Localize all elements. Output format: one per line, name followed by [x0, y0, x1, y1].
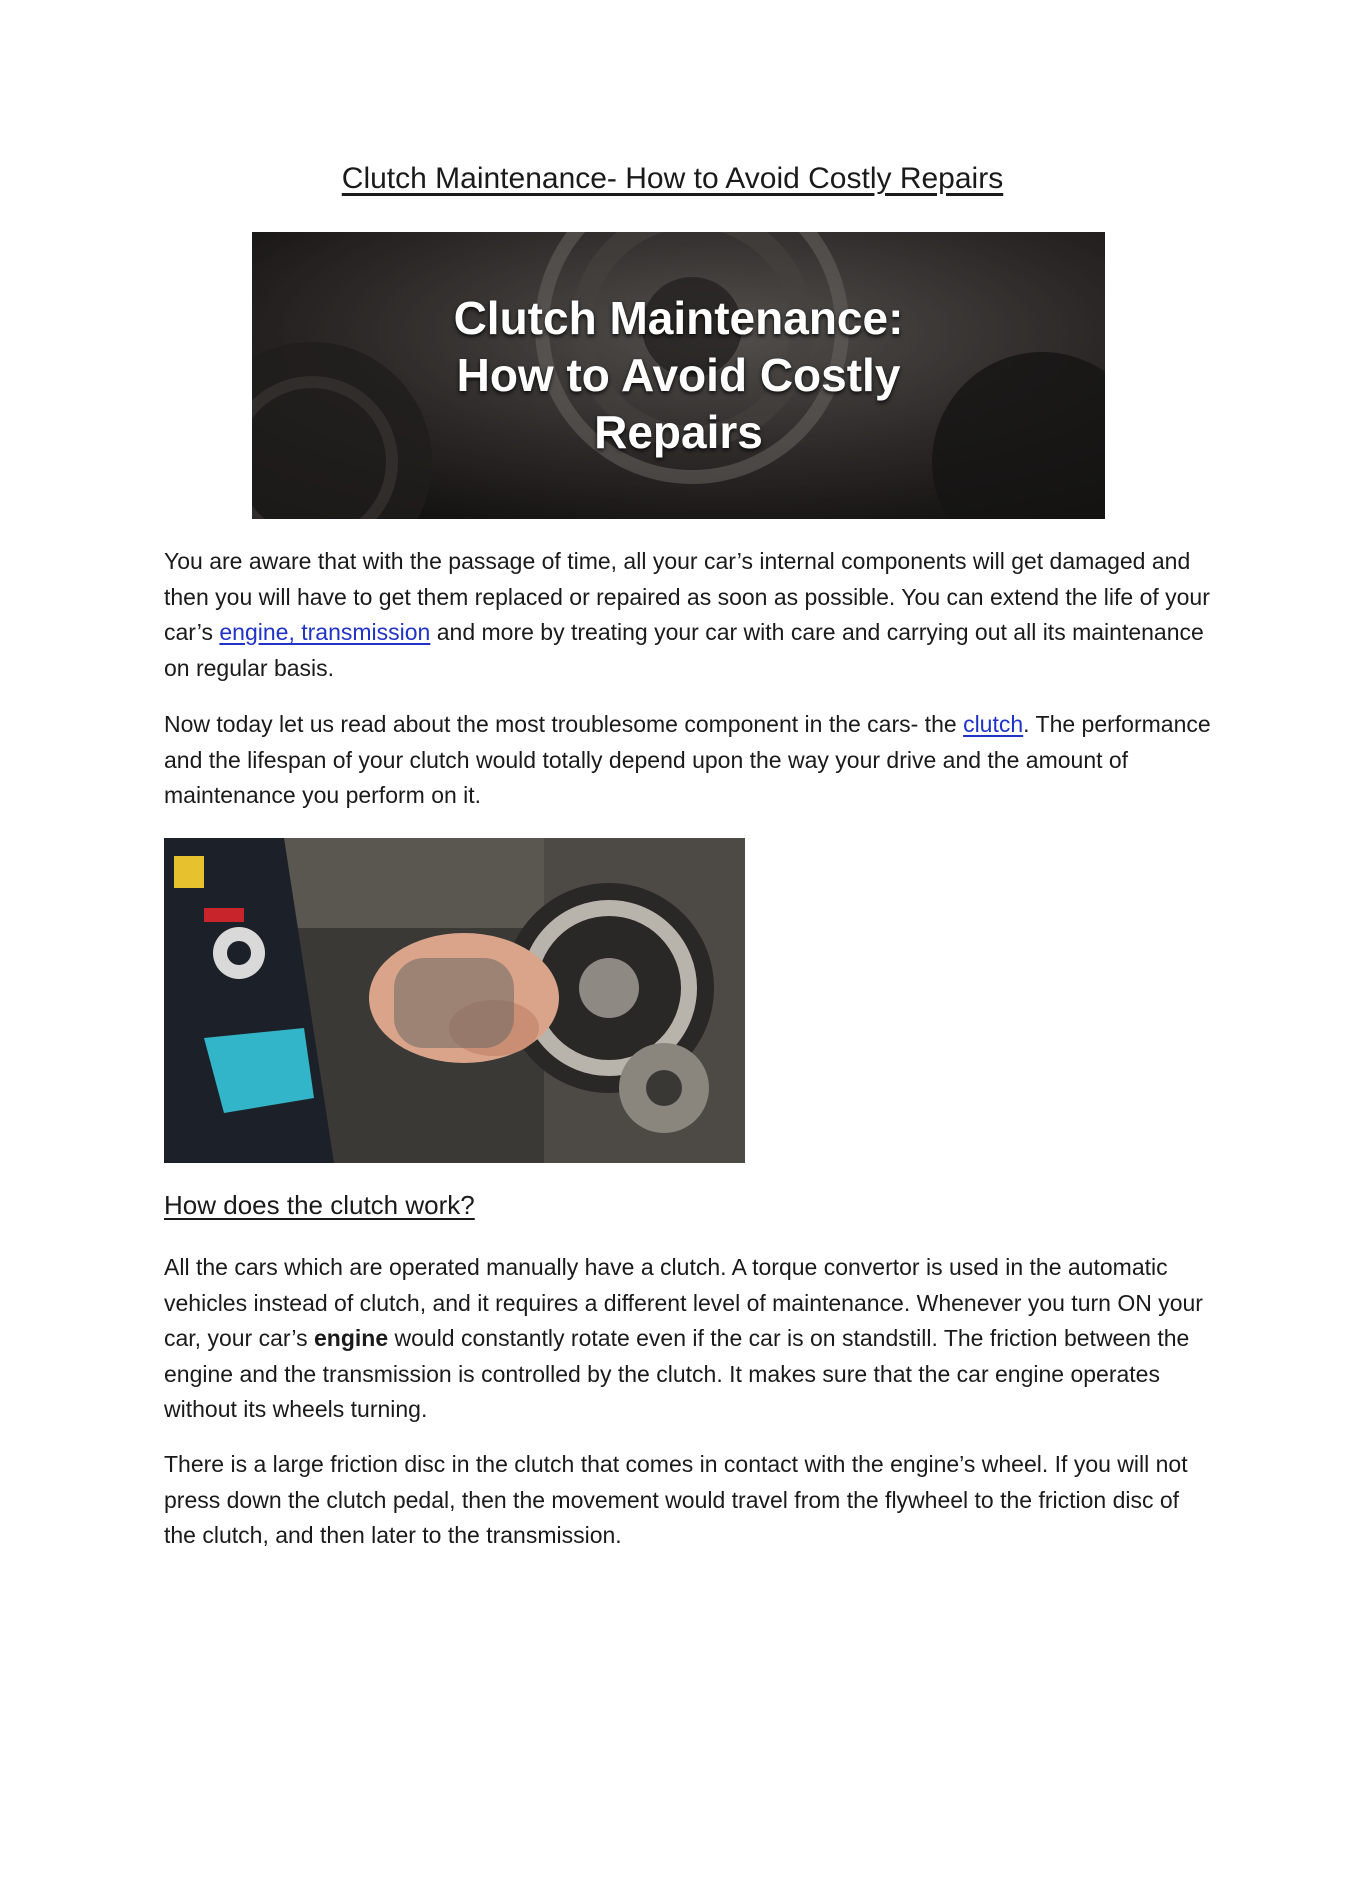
clutch-intro-paragraph: [164, 707, 1214, 814]
friction-disc-paragraph: There is a large friction disc in the clutch that comes in contact with the engine’s wheel. If you will not press down the clutch pedal, then the movement would travel from the flywheel to the friction disc of the clutch, and then later to the transmission.: [164, 1451, 1188, 1548]
how-clutch-works-text-start: All the cars which are operated manually have a clutch. A torque convertor is used in the automatic vehicles instead of clutch, and it requires a different level of maintenance. Whenever you turn ON your car, your car’s: [164, 1254, 1203, 1351]
intro-text-end: and more by treating your car with care and carrying out all its maintenance on regular basis.: [164, 619, 1204, 681]
clutch-intro-text-start: Now today let us read about the most troublesome component in the cars- the: [164, 711, 964, 737]
mechanic-clutch-photo: [164, 838, 745, 1163]
intro-text-start: You are aware that with the passage of time, all your car’s internal components will get damaged and then you will have to get them replaced or repaired as soon as possible. You can extend the life of your car’s: [164, 548, 1210, 645]
engine-bold-text: engine: [313, 1325, 389, 1351]
clutch-intro-text-end: . The performance and the lifespan of your clutch would totally depend upon the way your drive and the amount of maintenance you perform on it.: [164, 711, 1211, 808]
hero-image: [252, 232, 1105, 519]
hero-caption-line-3: Repairs: [594, 406, 763, 458]
hero-caption: [252, 290, 1105, 461]
clutch-link[interactable]: clutch: [963, 711, 1024, 737]
engine-transmission-link[interactable]: engine, transmission: [219, 619, 431, 645]
hero-caption-line-1: Clutch Maintenance:: [453, 292, 904, 344]
how-clutch-works-text-end: would constantly rotate even if the car is on standstill. The friction between the engine and the transmission is controlled by the clutch. It makes sure that the car engine operates without its wheels turning.: [164, 1325, 1190, 1422]
section-heading: How does the clutch work?: [164, 1190, 475, 1220]
how-clutch-works-paragraph: [164, 1250, 1214, 1428]
page-title: Clutch Maintenance- How to Avoid Costly Repairs: [341, 162, 1004, 195]
hero-caption-line-2: How to Avoid Costly: [456, 349, 901, 401]
intro-paragraph: [164, 544, 1214, 686]
mechanic-clutch-graphic: [164, 838, 745, 1163]
